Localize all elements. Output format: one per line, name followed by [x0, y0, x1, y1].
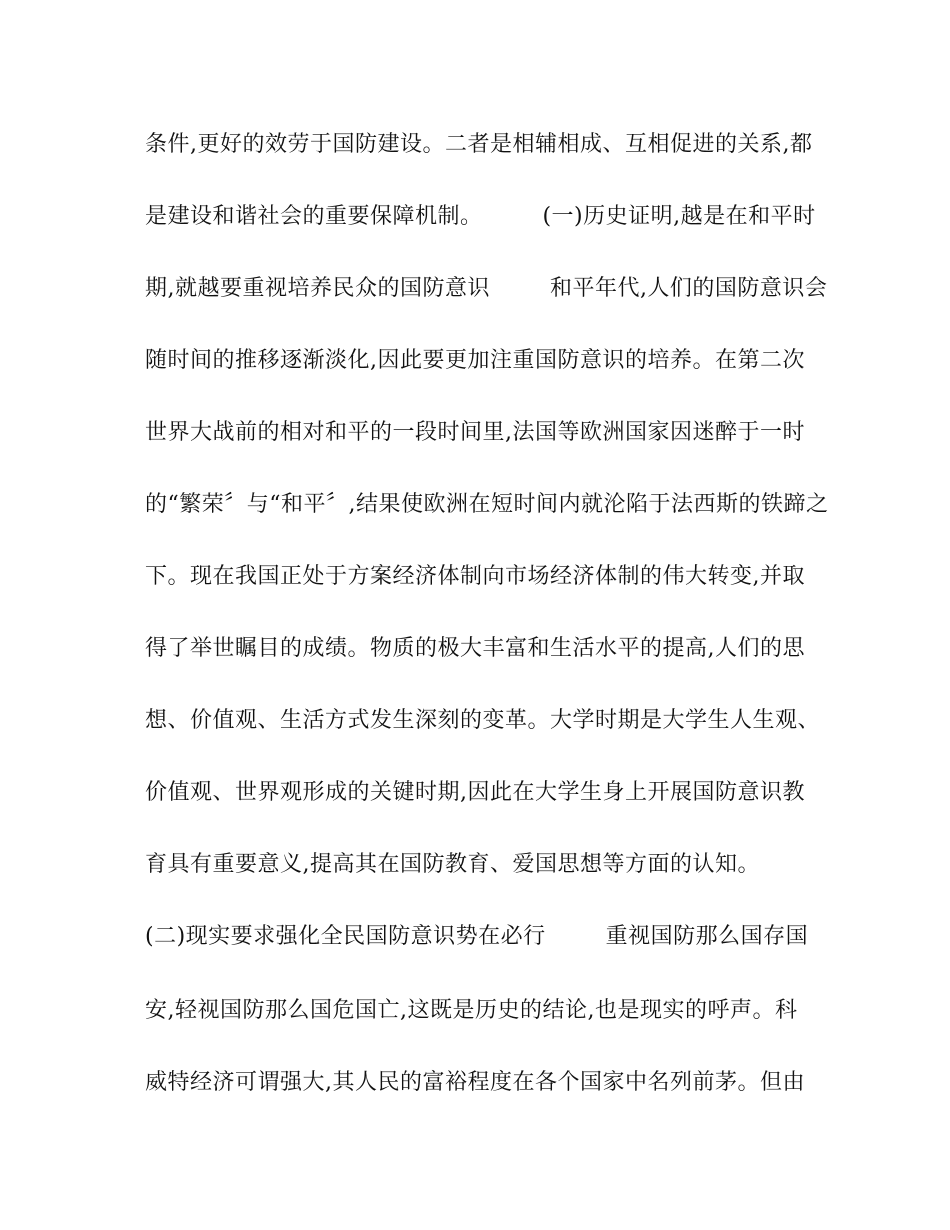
- text-line: (二)现实要求强化全民国防意识势在必行 重视国防那么国存国: [145, 924, 809, 949]
- text-line: 下。现在我国正处于方案经济体制向市场经济体制的伟大转变,并取: [145, 564, 805, 589]
- text-line: 世界大战前的相对和平的一段时间里,法国等欧洲国家因迷醉于一时: [145, 420, 805, 445]
- text-line: 条件,更好的效劳于国防建设。二者是相辅相成、互相促进的关系,都: [145, 132, 813, 157]
- text-line: 的“繁荣〞与“和平〞,结果使欧洲在短时间内就沦陷于法西斯的铁蹄之: [145, 492, 829, 517]
- text-line: 想、价值观、生活方式发生深刻的变革。大学时期是大学生人生观、: [145, 708, 821, 733]
- text-line: 得了举世瞩目的成绩。物质的极大丰富和生活水平的提高,人们的思: [145, 636, 805, 661]
- text-line: 安,轻视国防那么国危国亡,这既是历史的结论,也是现实的呼声。科: [145, 998, 798, 1023]
- text-line: 价值观、世界观形成的关键时期,因此在大学生身上开展国防意识教: [145, 780, 805, 805]
- text-line: 威特经济可谓强大,其人民的富裕程度在各个国家中名列前茅。但由: [145, 1070, 805, 1095]
- text-line: 育具有重要意义,提高其在国防教育、爱国思想等方面的认知。: [145, 852, 760, 877]
- text-line: 是建设和谐社会的重要保障机制。 (一)历史证明,越是在和平时: [145, 204, 816, 229]
- text-line: 随时间的推移逐渐淡化,因此要更加注重国防意识的培养。在第二次: [145, 348, 805, 373]
- text-line: 期,就越要重视培养民众的国防意识 和平年代,人们的国防意识会: [145, 276, 828, 301]
